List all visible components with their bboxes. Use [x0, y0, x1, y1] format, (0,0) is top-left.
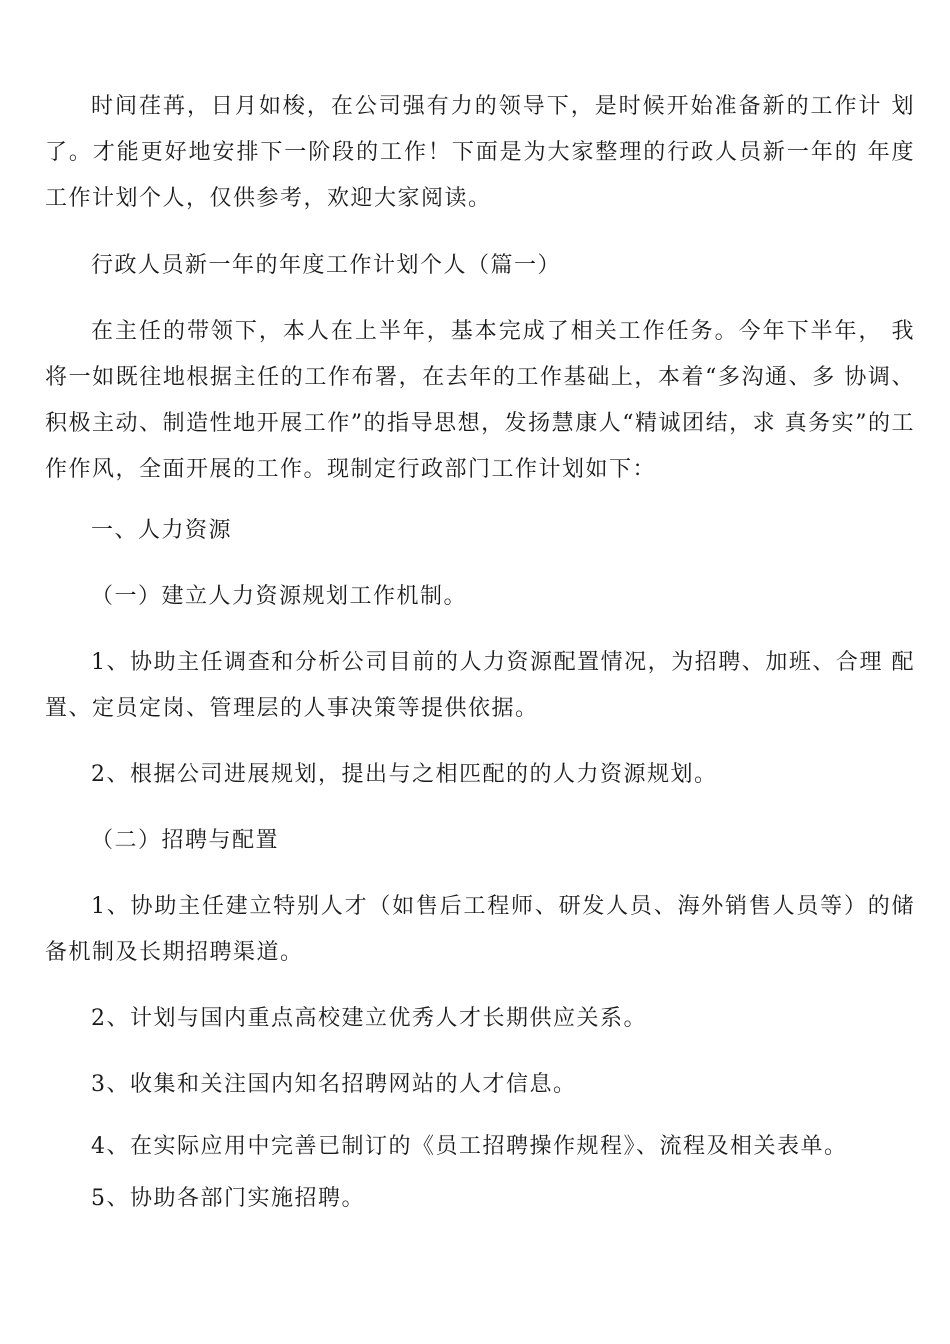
subheading-planning-mechanism: （一）建立人力资源规划工作机制。	[91, 584, 468, 609]
list-item-recruitment-3: 3、收集和关注国内知名招聘网站的人才信息。	[91, 1072, 577, 1097]
list-item-recruitment-4: 4、在实际应用中完善已制订的《员工招聘操作规程》、流程及相关表单。	[91, 1134, 848, 1159]
list-item-planning-1: 1、协助主任调查和分析公司目前的人力资源配置情况，为招聘、加班、合理 配置、定员定岗、管理层的人事决策等提供依据。	[45, 650, 915, 721]
subheading-recruitment: （二）招聘与配置	[91, 828, 280, 853]
section-title-part-one: 行政人员新一年的年度工作计划个人（篇一）	[91, 253, 562, 278]
overview-paragraph: 在主任的带领下，本人在上半年，基本完成了相关工作任务。今年下半年， 我将一如既往地根据主任的工作布署，在去年的工作基础上，本着“多沟通、多 协调、积极主动、制造性地开展工作”的指导思想，发扬慧康人“精诚团结，求 真务实”的工作作风，全面开展的工作。现制定行政部门工作计划如下：	[45, 319, 915, 482]
list-item-planning-2: 2、根据公司进展规划，提出与之相匹配的的人力资源规划。	[91, 762, 718, 787]
intro-paragraph: 时间荏苒，日月如梭，在公司强有力的领导下，是时候开始准备新的工作计 划了。才能更好地安排下一阶段的工作！下面是为大家整理的行政人员新一年的 年度工作计划个人，仅供参考，欢迎大家阅读。	[45, 94, 915, 211]
list-item-recruitment-2: 2、计划与国内重点高校建立优秀人才长期供应关系。	[91, 1006, 647, 1031]
heading-human-resources: 一、人力资源	[91, 518, 233, 543]
list-item-recruitment-5: 5、协助各部门实施招聘。	[91, 1186, 365, 1211]
list-item-recruitment-1: 1、协助主任建立特别人才（如售后工程师、研发人员、海外销售人员等）的储 备机制及长期招聘渠道。	[45, 894, 915, 965]
